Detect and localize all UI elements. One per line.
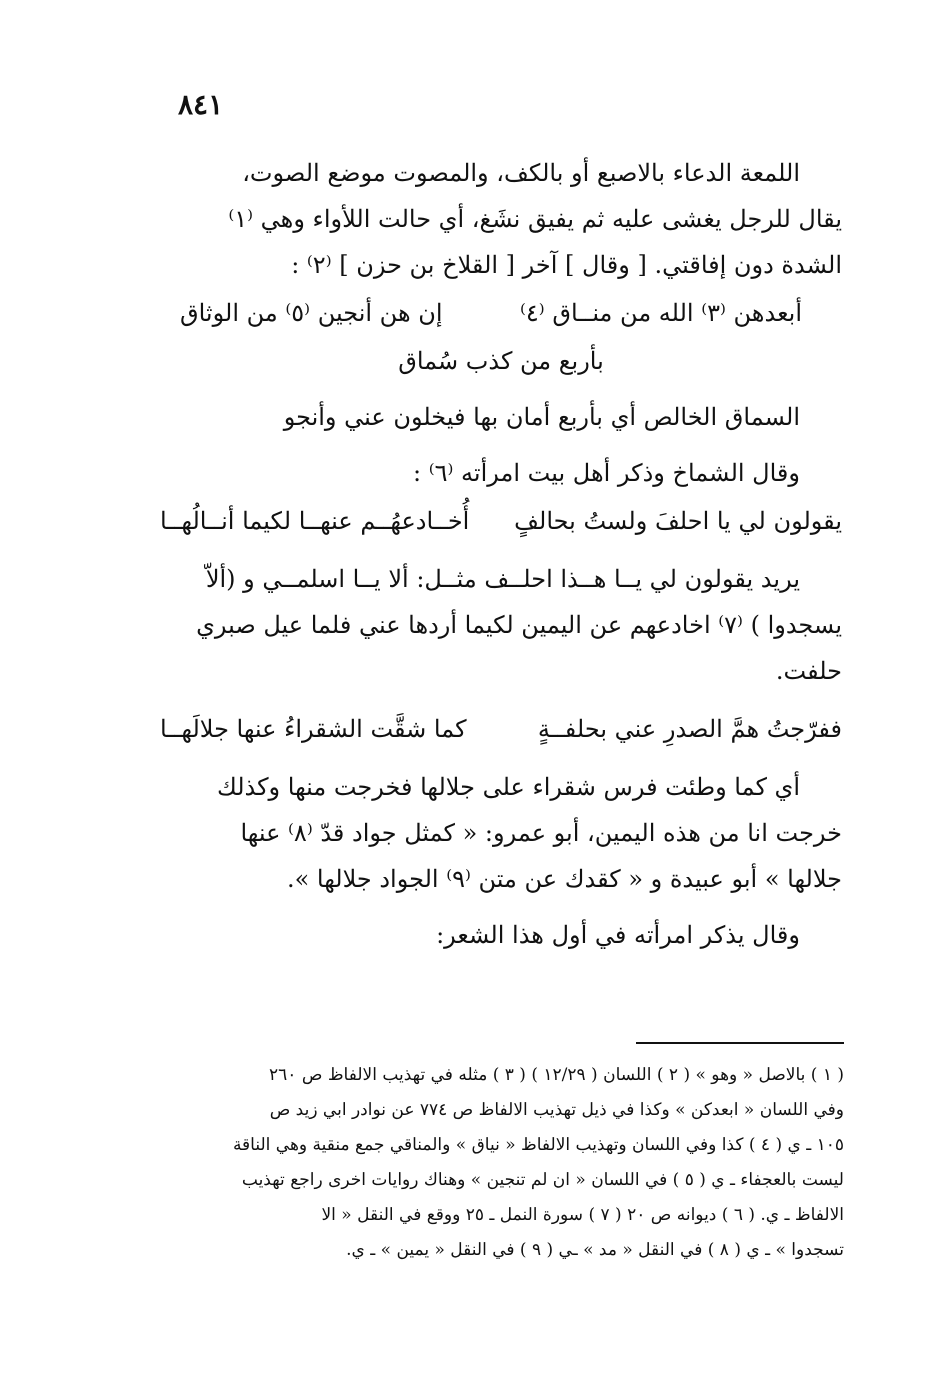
footnote-separator bbox=[636, 1042, 844, 1044]
footnote-line: وفي اللسان « ابعدكن » وكذا في ذيل تهذيب الالفاظ ص ٧٧٤ عن نوادر ابي زيد ص bbox=[269, 1100, 844, 1120]
text-line: وقال يذكر امرأته في أول هذا الشعر: bbox=[436, 921, 800, 949]
text-line: يقال للرجل يغشى عليه ثم يفيق نشَغ، أي حالت اللأواء وهي ⁽١⁾ bbox=[228, 205, 842, 233]
verse-line: بأربع من كذب سُماق bbox=[398, 347, 604, 375]
verse-hemistich-right: يقولون لي يا احلفَ ولستُ بحالفٍ bbox=[514, 507, 842, 535]
text-line: خرجت انا من هذه اليمين، أبو عمرو: « كمثل جواد قدّ ⁽٨⁾ عنها bbox=[240, 819, 842, 847]
text-line: حلفت. bbox=[775, 657, 842, 685]
text-line: السماق الخالص أي بأربع أمان بها فيخلون عني وأنجو bbox=[283, 403, 800, 431]
text-line: الشدة دون إفاقتي. [ وقال ] آخر [ القلاخ بن حزن ] ⁽٢⁾ : bbox=[291, 251, 842, 279]
text-line: يريد يقولون لي يــا هــذا احلــف مثــل: ألا يــا اسلمــي و (ألاّ bbox=[205, 565, 800, 593]
text-line: أي كما وطئت فرس شقراء على جلالها فخرجت منها وكذلك bbox=[216, 773, 800, 801]
footnote-line: ( ١ ) بالاصل « وهو » ( ٢ ) اللسان ( ١٢/٢٩ ) ( ٣ ) مثله في تهذيب الالفاظ ص ٢٦٠ bbox=[269, 1065, 844, 1085]
footnote-line: ١٠٥ ـ ي ( ٤ ) كذا وفي اللسان وتهذيب الالفاظ « نياق » والمناقي جمع منقية وهي الناقة bbox=[232, 1135, 844, 1155]
footnote-line: ليست بالعجفاء ـ ي ( ٥ ) في اللسان « ان لم تنجين » وهناك روايات اخرى راجع تهذيب bbox=[241, 1170, 844, 1190]
text-line: يسجدوا ) ⁽٧⁾ اخادعهم عن اليمين لكيما أردها عني فلما عيل صبري bbox=[196, 611, 842, 639]
verse-hemistich-right: أبعدهن ⁽٣⁾ الله من منــاق ⁽٤⁾ bbox=[520, 299, 802, 327]
main-text bbox=[160, 150, 842, 958]
page-number: ٨٤١ bbox=[178, 88, 224, 121]
verse-line bbox=[160, 704, 842, 754]
verse-line bbox=[160, 496, 842, 546]
verse-hemistich-left: إن هن أنجين ⁽٥⁾ من الوثاق bbox=[180, 299, 443, 327]
footnote-line: الالفاظ ـ ي. ( ٦ ) ديوانه ص ٢٠ ( ٧ ) سورة النمل ـ ٢٥ ووقع في النقل « الا bbox=[321, 1205, 844, 1225]
footnotes bbox=[160, 1058, 844, 1268]
verse-hemistich-left: أُخــادعهُــم عنهــا لكيما أنــالُهــا bbox=[160, 507, 470, 535]
text-line: وقال الشماخ وذكر أهل بيت امرأته ⁽٦⁾ : bbox=[413, 459, 800, 487]
verse-hemistich-left: كما شقَّت الشقراءُ عنها جلالَهــا bbox=[160, 715, 467, 743]
text-line: اللمعة الدعاء بالاصبع أو بالكف، والمصوت موضع الصوت، bbox=[242, 159, 800, 187]
verse-line bbox=[160, 288, 842, 338]
text-line: جلالها » أبو عبيدة و « كقدك عن متن ⁽٩⁾ الجواد جلالها ». bbox=[286, 865, 842, 893]
footnote-line: تسجدوا » ـ ي ( ٨ ) في النقل « مد » ـي ( ٩ ) في النقل « يمين » ـ ي. bbox=[346, 1240, 844, 1260]
verse-hemistich-right: ففرّجتُ همَّ الصدرِ عني بحلفــةٍ bbox=[537, 715, 842, 743]
